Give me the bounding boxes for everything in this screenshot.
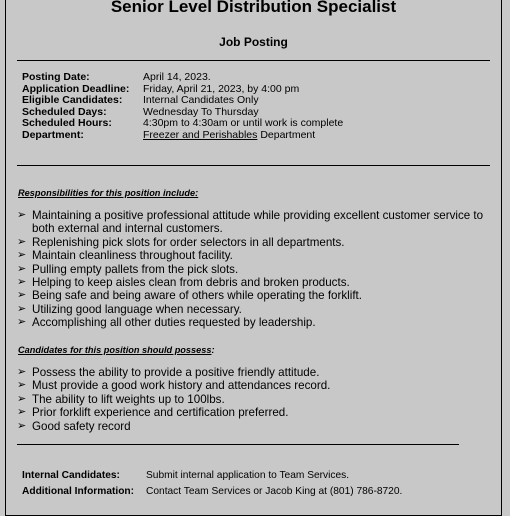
responsibility-item [17,249,489,262]
detail-label: Department: [22,128,84,141]
detail-value: Internal Candidates Only [143,94,259,107]
responsibility-item-text: Maintain cleanliness throughout facility. [32,249,233,263]
bullet-arrow-icon: ➢ [17,392,27,405]
qualification-item-text: Possess the ability to provide a positive friendly attitude. [32,366,320,379]
detail-row-department [22,130,343,142]
bullet-arrow-icon: ➢ [17,262,27,275]
qualification-item-text: Must provide a good work history and attendances record. [32,379,331,393]
footer-label: Internal Candidates: [22,470,120,481]
responsibility-item [17,303,489,316]
responsibilities-list [17,209,489,330]
responsibility-item-text: Maintaining a positive professional attitude while providing excellent customer service to both external and internal customers. [32,209,484,236]
qualification-item [17,366,489,379]
responsibility-item-text: Replenishing pick slots for order selectors in all departments. [32,235,345,249]
bullet-arrow-icon: ➢ [17,419,27,432]
department-name: Freezer and Perishables [143,128,258,141]
divider-middle [17,165,490,166]
detail-label: Application Deadline: [22,82,130,95]
footer-label: Additional Information: [22,485,135,497]
bullet-arrow-icon: ➢ [17,316,27,329]
detail-value: 4:30pm to 4:30am or until work is complete [143,117,344,130]
responsibility-item-text: Pulling empty pallets from the pick slots. [32,262,239,276]
divider-top [17,60,490,61]
responsibility-item [17,289,489,302]
bullet-arrow-icon: ➢ [17,235,27,248]
qualifications-heading-colon: : [211,345,215,355]
detail-label: Scheduled Hours: [22,117,112,130]
posting-details [22,72,343,142]
detail-row-posting-date [22,72,343,84]
footer-value: Contact Team Services or Jacob King at (801) 786-8720. [146,485,403,497]
responsibility-item-text: Accomplishing all other duties requested by leadership. [32,316,316,330]
responsibility-item [17,236,489,249]
bullet-arrow-icon: ➢ [17,209,27,221]
qualification-item-text: The ability to lift weights up to 100lbs. [32,392,225,406]
responsibility-item-text: Being safe and being aware of others while operating the forklift. [32,289,362,303]
bullet-arrow-icon: ➢ [17,302,27,315]
responsibility-item-text: Helping to keep aisles clean from debris and broken products. [32,276,350,290]
divider-bottom [17,444,459,445]
responsibility-item [17,209,489,236]
document-subtitle: Job Posting [219,35,288,49]
responsibility-item [17,276,489,289]
qualifications-heading-text: Candidates for this position should possess [18,345,212,355]
responsibility-item [17,263,489,276]
detail-label: Eligible Candidates: [22,94,123,107]
qualification-item [17,406,489,419]
bullet-arrow-icon: ➢ [17,276,27,289]
footer-info [22,468,402,499]
detail-label: Scheduled Days: [22,105,107,118]
detail-value: Wednesday To Thursday [143,105,259,118]
bullet-arrow-icon: ➢ [17,249,27,262]
job-posting-document [5,0,502,516]
detail-label: Posting Date: [22,71,90,83]
footer-value: Submit internal application to Team Services. [146,470,350,481]
responsibility-item [17,316,489,329]
document-title: Senior Level Distribution Specialist [110,0,397,16]
responsibility-item-text: Utilizing good language when necessary. [32,302,242,316]
detail-value [143,130,315,142]
detail-value: Friday, April 21, 2023, by 4:00 pm [143,82,300,95]
responsibilities-heading: Responsibilities for this position include: [18,188,199,198]
footer-row-additional [22,484,402,500]
bullet-arrow-icon: ➢ [17,379,27,392]
qualification-item-text: Prior forklift experience and certification preferred. [32,406,289,420]
footer-row-internal [22,468,402,484]
qualification-item [17,379,489,392]
qualification-item-text: Good safety record [32,419,131,433]
department-suffix: Department [257,128,316,141]
qualifications-heading [18,345,215,355]
qualifications-list [17,366,489,433]
bullet-arrow-icon: ➢ [17,406,27,419]
qualification-item [17,420,489,433]
bullet-arrow-icon: ➢ [17,289,27,302]
qualification-item [17,393,489,406]
bullet-arrow-icon: ➢ [17,366,27,378]
detail-value: April 14, 2023. [143,71,211,83]
